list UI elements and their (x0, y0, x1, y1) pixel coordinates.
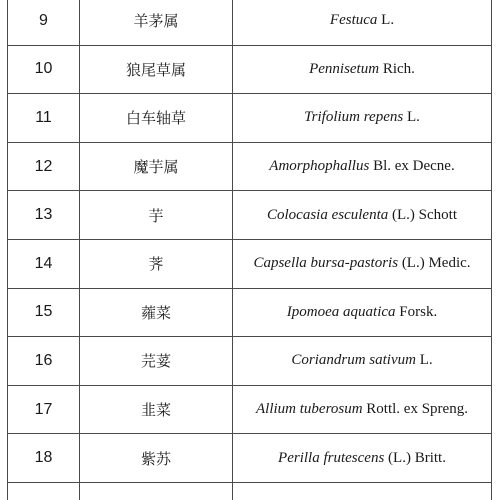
scientific-name (233, 385, 492, 434)
scientific-name (233, 45, 492, 94)
genus-name: Ipomoea (286, 303, 340, 320)
row-number: 13 (8, 191, 80, 240)
table-row (8, 239, 492, 288)
table-body (8, 0, 492, 500)
genus-species (278, 450, 384, 466)
chinese-name: 白车轴草 (80, 94, 233, 143)
genus-name: Capsella (253, 255, 307, 272)
table-row (8, 0, 492, 45)
chinese-name: 芋 (80, 191, 233, 240)
row-number: 10 (8, 45, 80, 94)
author-citation: Bl. ex Decne. (369, 158, 455, 175)
species-epithet: esculenta (327, 206, 389, 223)
row-number: 11 (8, 94, 80, 143)
scientific-name (233, 337, 492, 386)
scientific-name (233, 288, 492, 337)
chinese-name: 韭菜 (80, 385, 233, 434)
species-epithet: aquatica (339, 303, 396, 320)
table-row (8, 45, 492, 94)
species-epithet: tuberosum (296, 401, 363, 418)
table-row (8, 434, 492, 483)
row-number: 17 (8, 385, 80, 434)
author-citation: L. (377, 12, 395, 29)
genus-name: Perilla (278, 449, 320, 466)
row-number: 16 (8, 337, 80, 386)
scientific-name (233, 434, 492, 483)
chinese-name: 狼尾草属 (80, 45, 233, 94)
scientific-name (233, 239, 492, 288)
genus-name: Amorphophallus (269, 158, 370, 175)
table-row (8, 191, 492, 240)
row-number: 9 (8, 0, 80, 45)
table-row-partial (8, 482, 492, 500)
table-row (8, 385, 492, 434)
author-citation: (L.) Medic. (398, 255, 471, 272)
genus-species (287, 304, 396, 320)
empty-cell (80, 482, 233, 500)
genus-species (253, 255, 398, 271)
genus-species (291, 352, 416, 368)
scientific-name (233, 94, 492, 143)
author-citation: L. (415, 352, 433, 369)
row-number: 18 (8, 434, 80, 483)
table-row (8, 142, 492, 191)
genus-species (267, 207, 388, 223)
chinese-name: 荠 (80, 239, 233, 288)
row-number: 15 (8, 288, 80, 337)
row-number: 14 (8, 239, 80, 288)
scientific-name (233, 0, 492, 45)
table-row (8, 94, 492, 143)
empty-cell (233, 482, 492, 500)
table-row (8, 337, 492, 386)
row-number: 12 (8, 142, 80, 191)
author-citation: Forsk. (395, 303, 438, 320)
genus-name: Colocasia (267, 206, 328, 223)
author-citation: (L.) Britt. (384, 449, 446, 466)
chinese-name: 魔芋属 (80, 142, 233, 191)
author-citation: L. (403, 109, 420, 126)
species-epithet: repens (360, 109, 404, 126)
genus-species (256, 401, 363, 417)
genus-name: Festuca (329, 12, 378, 29)
genus-species (304, 109, 403, 125)
genus-name: Trifolium (304, 109, 360, 126)
genus-name: Pennisetum (309, 60, 380, 77)
genus-name: Coriandrum (291, 352, 366, 369)
scientific-name (233, 191, 492, 240)
species-table (7, 0, 492, 500)
author-citation: (L.) Schott (388, 206, 457, 223)
empty-cell (8, 482, 80, 500)
genus-name: Allium (256, 401, 297, 418)
genus-species (330, 12, 377, 28)
chinese-name: 蕹菜 (80, 288, 233, 337)
chinese-name: 羊茅属 (80, 0, 233, 45)
chinese-name: 紫苏 (80, 434, 233, 483)
table-row (8, 288, 492, 337)
species-epithet: frutescens (319, 449, 385, 466)
chinese-name: 芫荽 (80, 337, 233, 386)
author-citation: Rottl. ex Spreng. (362, 401, 468, 418)
scientific-name (233, 142, 492, 191)
author-citation: Rich. (379, 60, 415, 77)
genus-species (309, 61, 379, 77)
genus-species (269, 158, 369, 174)
species-epithet: sativum (365, 352, 416, 369)
species-epithet: bursa-pastoris (306, 255, 399, 272)
